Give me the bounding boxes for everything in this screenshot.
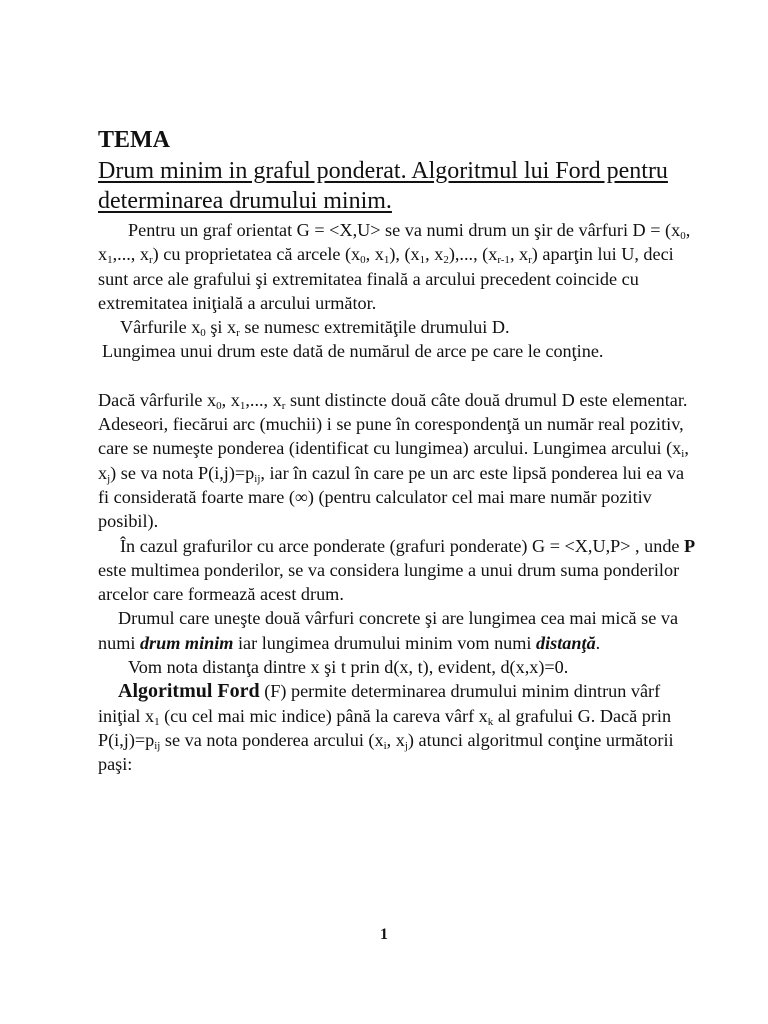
paragraph-distance: Vom nota distanţa dintre x şi t prin d(x, t), evident, d(x,x)=0. [128, 657, 569, 678]
body-text [98, 218, 698, 777]
paragraph-ford: Algoritmul Ford (F) permite determinarea drumului minim dintrun vârf iniţial $x_1$ (cu cel mai mic indice) până la careva vârf $x_k$ al grafului G. Dacă prin $P(i,j)=p_{ij}$ se va nota ponderea arcului ($x_i$, $x_j$) atunci algoritmul conţine următorii paşi: [98, 680, 674, 775]
paragraph-length: Lungimea unui drum este dată de numărul de arce pe care le conţine. [102, 341, 604, 362]
paragraph-gap [98, 364, 698, 388]
subtitle: Drum minim in graful ponderat. Algoritmul lui Ford pentru determinarea drumului minim. [98, 158, 668, 214]
paragraph-weighted: În cazul grafurilor cu arce ponderate (grafuri ponderate) G = <X,U,P> , unde P este multimea ponderilor, se va considera lungime a unui drum suma ponderilor arcelor care formează acest drum. [98, 535, 696, 605]
paragraph-extremities: Vârfurile $x_0$ şi $x_r$ se numesc extremităţile drumului D. [120, 317, 510, 340]
heading: TEMA [98, 127, 170, 153]
page-number: 1 [380, 926, 388, 943]
paragraph-elementary: Dacă vârfurile $x_0$, $x_1$,..., $x_r$ sunt distincte două câte două drumul D este elementar. Adeseori, fiecărui arc (muchii) i se pune în corespondenţă un număr real pozitiv, care se numeşte ponderea (identificat cu lungimea) arcului. Lungimea arcului ($x_i$, $x_j$) se va nota $P(i,j)=p_{ij}$, iar în cazul în care pe un arc este lipsă ponderea lui ea va fi considerată foarte mare (∞) (pentru calculator cel mai mare număr pozitiv posibil). [98, 389, 689, 532]
paragraph-definition: Pentru un graf orientat G = <X,U> se va numi drum un şir de vârfuri $D = (x_0$, $x_1$,..., $x_r$) cu proprietatea că arcele ($x_0$, $x_1$), ($x_1$, $x_2$),..., ($x_{r-1}$, $x_r$) aparţin lui U, deci sunt arce ale grafului şi extremitatea finală a arcului precedent coincide cu extremitatea iniţială a arcului următor. [98, 220, 691, 313]
paragraph-minimal-path: Drumul care uneşte două vârfuri concrete şi are lungimea cea mai mică se va numi drum minim iar lungimea drumului minim vom numi distanţă. [98, 608, 679, 653]
